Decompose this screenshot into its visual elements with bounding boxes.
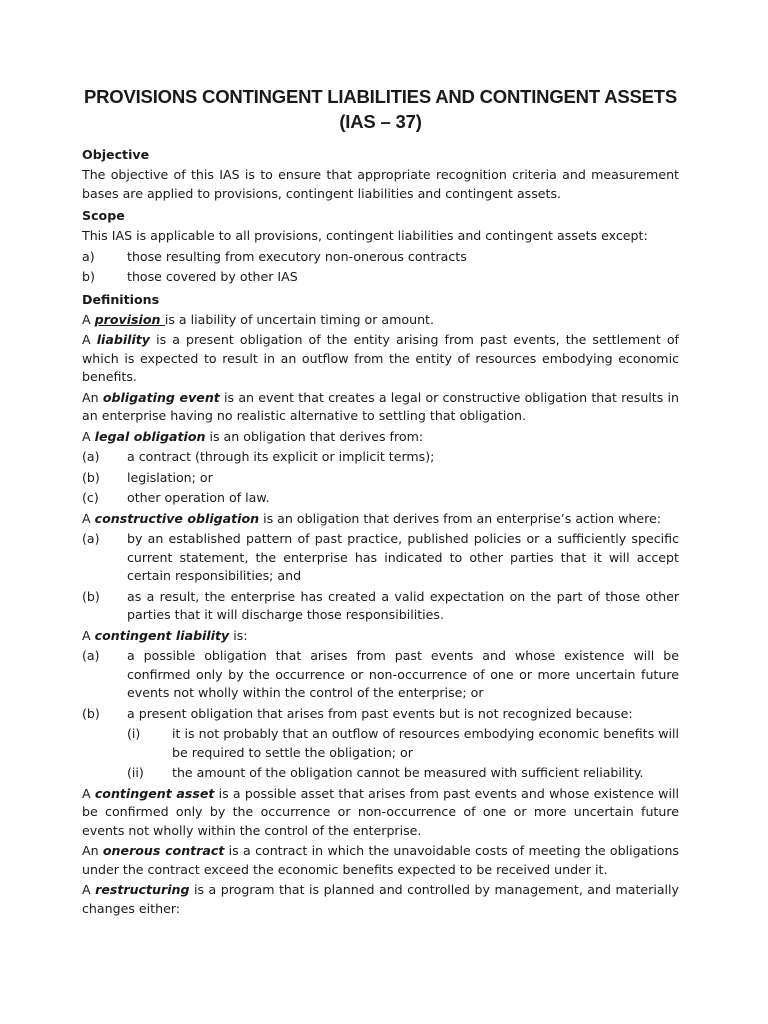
scope-item	[82, 268, 679, 287]
definition-text: is a present obligation of the entity arising from past events, the settlement of which is expected to result in an outflow from the entity of resources embodying economic benefits.	[82, 332, 679, 384]
article: An	[82, 389, 103, 405]
item-label: (b)	[82, 469, 100, 485]
constructive-obligation-definition	[82, 510, 679, 529]
item-label: (b)	[82, 705, 100, 721]
definition-text: is a possible asset that arises from past events and whose existence will be confirmed only by the occurrence or non-occurrence of one or more uncertain future events not wholly within the control of the enterprise.	[82, 785, 679, 838]
list-item	[82, 489, 679, 508]
definition-text: is a contract in which the unavoidable costs of meeting the obligations under the contract exceed the economic benefits expected to be received under it.	[82, 843, 679, 877]
objective-heading: Objective	[82, 147, 150, 162]
item-label: (a)	[82, 648, 100, 663]
scope-item	[82, 248, 679, 267]
defined-term: liability	[96, 332, 151, 347]
list-item	[82, 530, 679, 586]
article: An	[82, 843, 103, 858]
list-item	[82, 469, 679, 488]
item-label: a)	[82, 248, 95, 264]
onerous-contract-definition	[82, 842, 679, 879]
contingent-asset-definition	[82, 785, 679, 841]
provision-definition	[82, 311, 679, 330]
list-item	[82, 588, 679, 625]
item-text: as a result, the enterprise has created a valid expectation on the part of those other parties that it will discharge those responsibilities.	[127, 588, 679, 622]
objective-text: The objective of this IAS is to ensure that appropriate recognition criteria and measurement bases are applied to provisions, contingent liabilities and contingent assets.	[82, 167, 679, 201]
article: A	[82, 428, 95, 444]
liability-definition	[82, 331, 679, 387]
article: A	[82, 510, 95, 526]
title-line-2: (IAS – 37)	[339, 111, 422, 132]
item-label: (ii)	[127, 765, 144, 780]
definition-text: is an obligation that derives from:	[205, 428, 424, 444]
item-label: b)	[82, 269, 95, 284]
document-title	[82, 84, 679, 134]
document-content	[82, 84, 679, 918]
item-text: it is not probably that an outflow of resources embodying economic benefits will be required to settle the obligation; or	[172, 726, 679, 760]
list-item	[82, 647, 679, 703]
item-text: a possible obligation that arises from past events and whose existence will be confirmed only by the occurrence or non-occurrence of one or more uncertain future events not wholly within the control of the enterprise; or	[127, 648, 679, 700]
defined-term: contingent liability	[94, 627, 230, 643]
definition-text: is a liability of uncertain timing or amount.	[164, 311, 435, 327]
item-text: those covered by other IAS	[127, 269, 298, 284]
list-item	[82, 448, 679, 467]
item-label: (a)	[82, 449, 100, 464]
scope-heading: Scope	[82, 208, 125, 223]
scope-text: This IAS is applicable to all provisions, contingent liabilities and contingent assets except:	[82, 228, 648, 243]
defined-term: obligating event	[102, 389, 220, 405]
article: A	[82, 627, 95, 643]
item-text: the amount of the obligation cannot be measured with sufficient reliability.	[172, 765, 644, 780]
contingent-liability-definition	[82, 627, 679, 646]
item-text: those resulting from executory non-onerous contracts	[127, 248, 467, 264]
defined-term: provision	[94, 311, 165, 327]
obligating-event-definition	[82, 389, 679, 426]
defined-term: contingent asset	[94, 785, 215, 801]
item-text: other operation of law.	[127, 490, 270, 505]
definition-text: is:	[229, 627, 248, 643]
defined-term: onerous contract	[102, 843, 225, 858]
item-label: (i)	[127, 726, 141, 741]
item-text: a present obligation that arises from past events but is not recognized because:	[127, 705, 633, 721]
sub-list-item	[82, 725, 679, 762]
definition-text: is an event that creates a legal or constructive obligation that results in an enterprise having no realistic alternative to settling that obligation.	[82, 389, 679, 423]
defined-term: restructuring	[95, 882, 190, 897]
item-text: by an established pattern of past practice, published policies or a sufficiently specific current statement, the enterprise has indicated to other parties that it will accept certain responsibilities; and	[127, 531, 679, 583]
article: A	[82, 332, 97, 347]
defined-term: legal obligation	[94, 428, 206, 444]
item-label: (a)	[82, 531, 100, 546]
restructuring-definition	[82, 881, 679, 918]
item-text: a contract (through its explicit or implicit terms);	[127, 449, 435, 464]
item-text: legislation; or	[127, 469, 213, 485]
defined-term: constructive obligation	[94, 510, 260, 526]
title-line-1: PROVISIONS CONTINGENT LIABILITIES AND CONTINGENT ASSETS	[83, 86, 678, 107]
definition-text: is an obligation that derives from an enterprise’s action where:	[259, 510, 662, 526]
sub-list-item	[82, 764, 679, 783]
article: A	[82, 311, 95, 327]
list-item	[82, 705, 679, 724]
article: A	[82, 785, 95, 801]
item-label: (b)	[82, 588, 100, 604]
article: A	[82, 882, 96, 897]
legal-obligation-definition	[82, 428, 679, 447]
definitions-heading: Definitions	[82, 291, 160, 307]
item-label: (c)	[82, 490, 99, 505]
definition-text: is a program that is planned and controlled by management, and materially changes either:	[82, 882, 680, 916]
